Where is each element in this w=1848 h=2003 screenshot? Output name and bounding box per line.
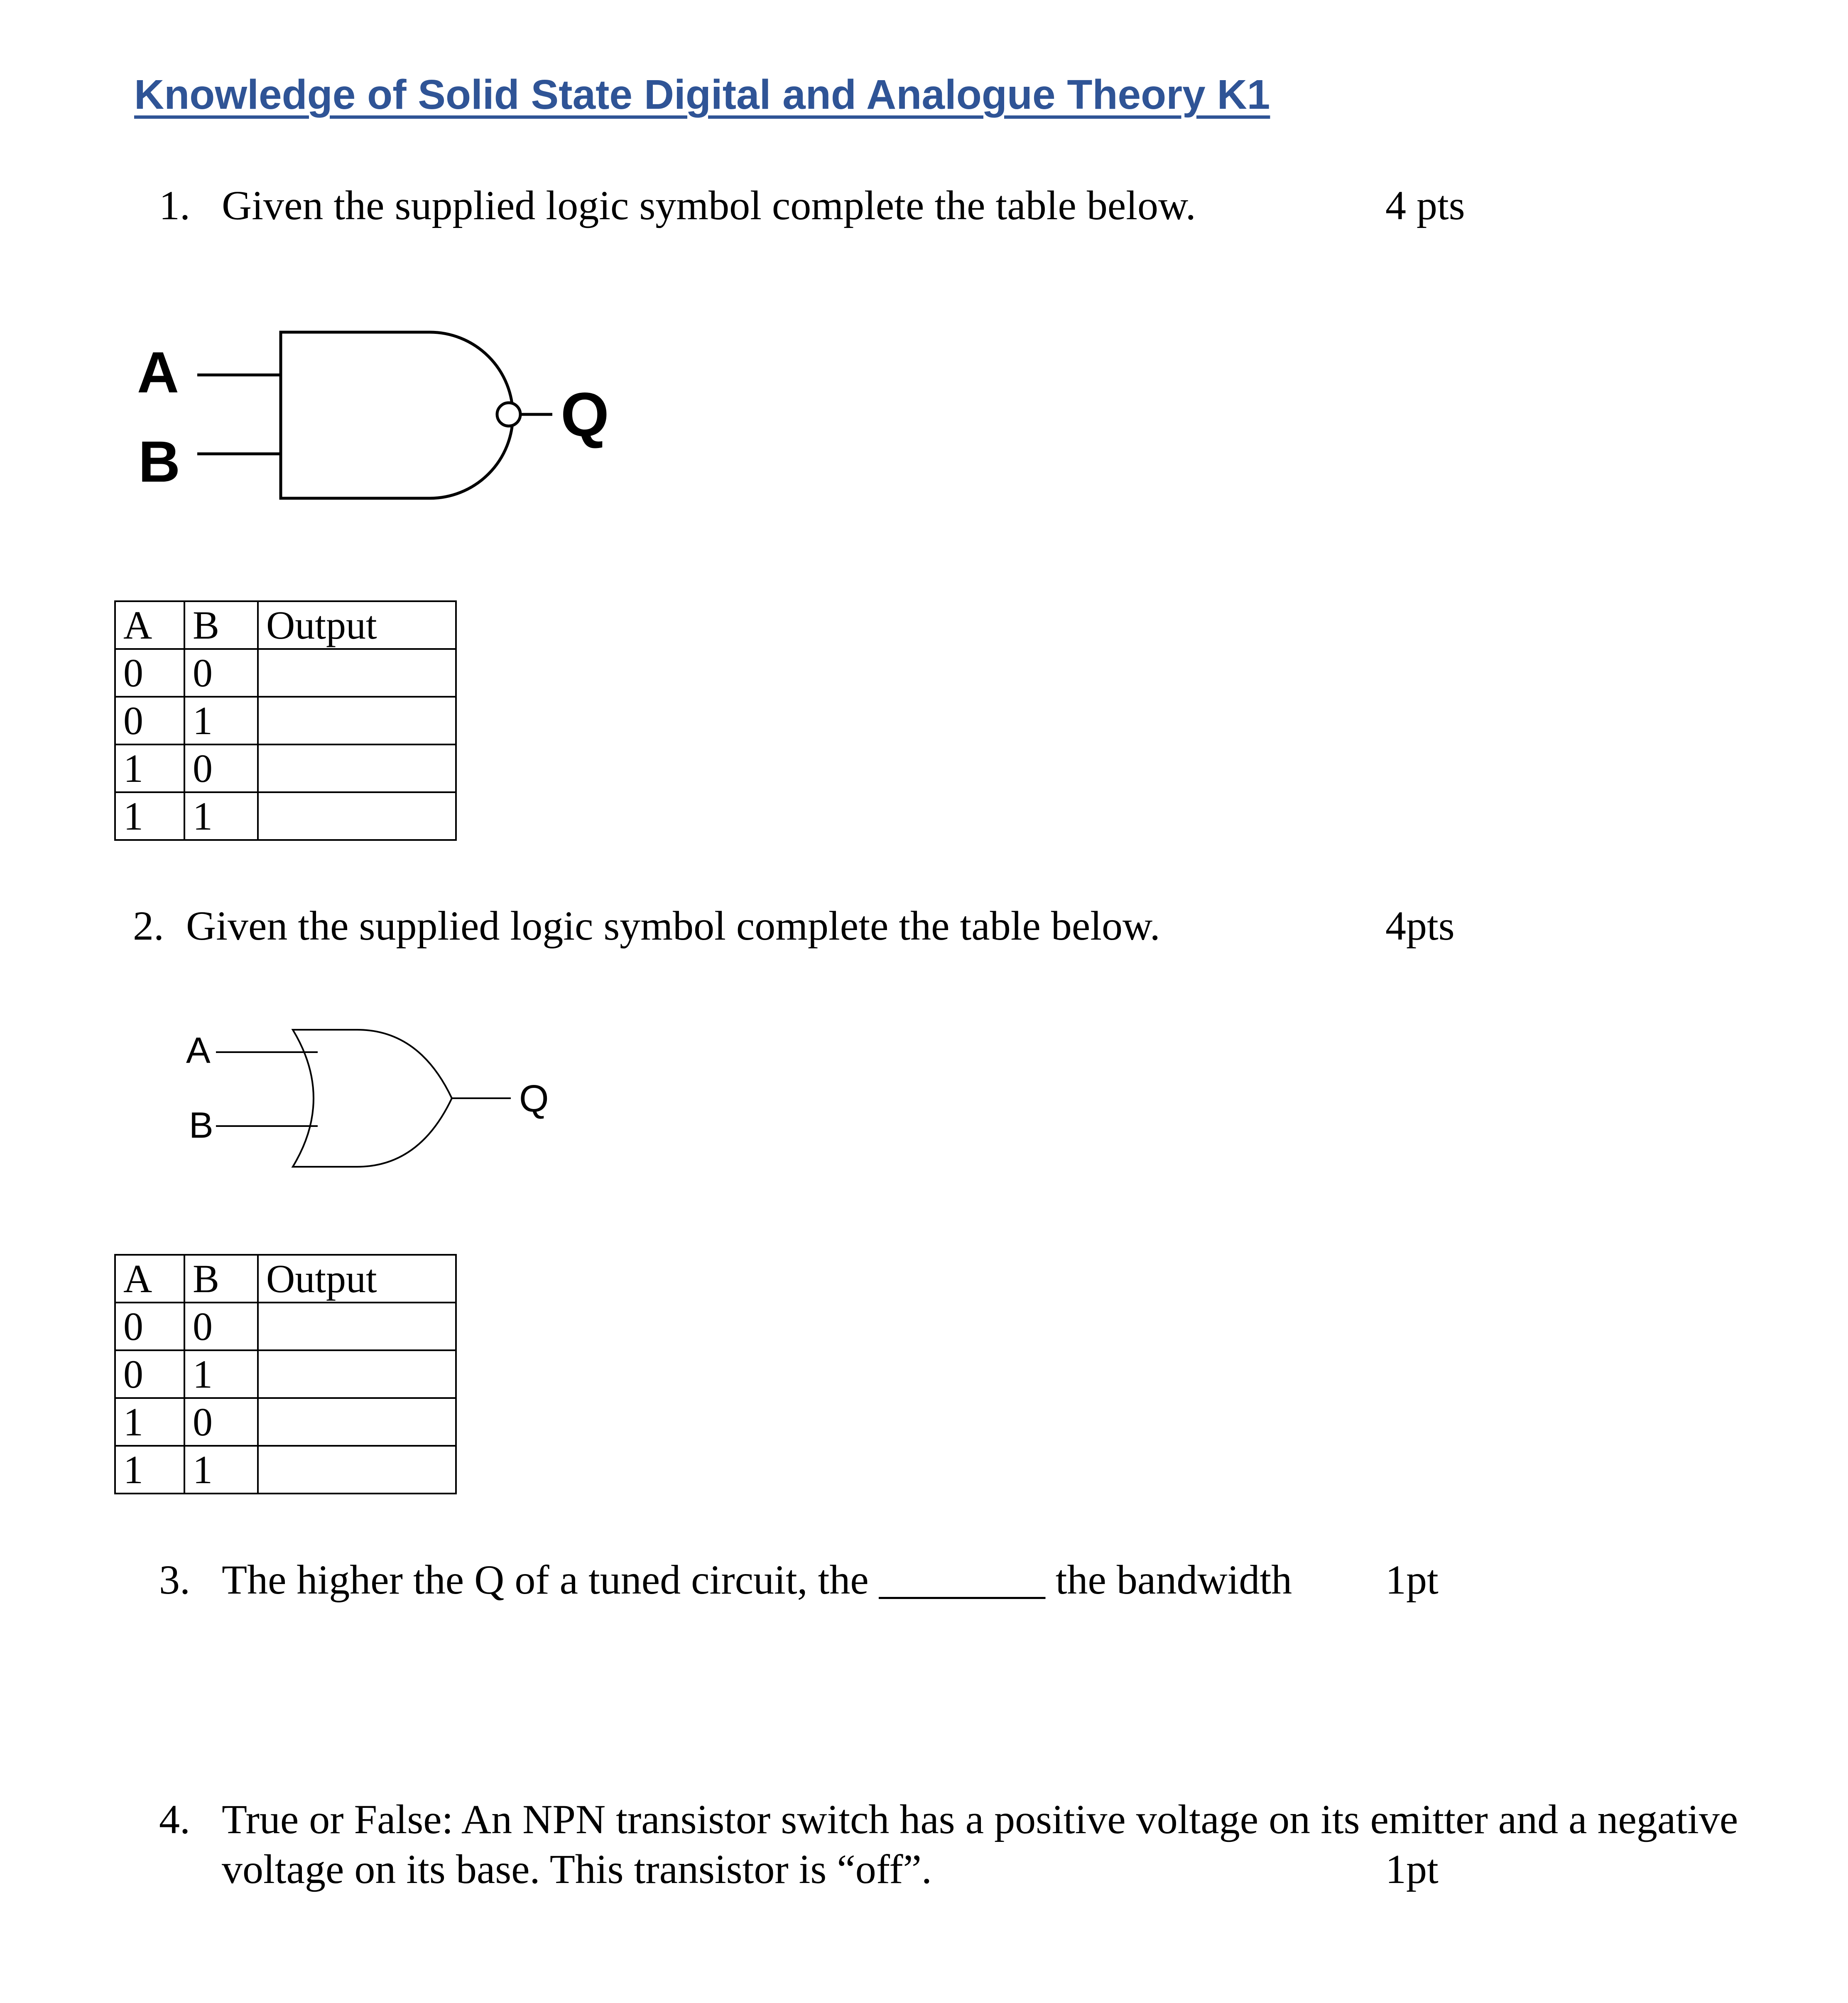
table-header-b: B: [184, 1255, 258, 1303]
truth-table-2: [114, 1254, 457, 1494]
nand-output-label: Q: [561, 380, 609, 449]
question-4-line-1: True or False: An NPN transistor switch has a positive voltage on its emitter and a negative: [222, 1796, 1738, 1842]
cell-output[interactable]: [258, 1398, 456, 1446]
cell-output[interactable]: [258, 744, 456, 792]
question-1-points: 4 pts: [1385, 182, 1465, 228]
question-4-points: 1pt: [1385, 1846, 1439, 1892]
table-row: [115, 1398, 456, 1446]
question-3-number: 3.: [159, 1557, 190, 1603]
nand-input-a-label: A: [137, 340, 179, 405]
or-gate-symbol: [174, 1013, 569, 1188]
cell-b: 1: [184, 1446, 258, 1494]
table-header-row: [115, 601, 456, 649]
question-1-number: 1.: [159, 182, 190, 228]
cell-output[interactable]: [258, 1446, 456, 1494]
cell-a: 1: [115, 1446, 184, 1494]
cell-b: 0: [184, 649, 258, 697]
cell-b: 1: [184, 1350, 258, 1398]
question-4-line-2: voltage on its base. This transistor is “off”.: [222, 1846, 932, 1892]
cell-b: 1: [184, 697, 258, 744]
question-3-points: 1pt: [1385, 1557, 1439, 1603]
truth-table-1: [114, 600, 457, 841]
question-4-number: 4.: [159, 1796, 190, 1842]
table-row: [115, 744, 456, 792]
table-header-b: B: [184, 601, 258, 649]
table-header-a: A: [115, 1255, 184, 1303]
or-output-label: Q: [519, 1077, 549, 1120]
cell-a: 1: [115, 792, 184, 840]
cell-a: 1: [115, 1398, 184, 1446]
cell-output[interactable]: [258, 1303, 456, 1350]
nand-input-b-label: B: [138, 429, 181, 494]
question-1: [159, 182, 1196, 228]
question-2: [133, 905, 1160, 947]
cell-output[interactable]: [258, 649, 456, 697]
nand-gate-body: [281, 332, 513, 498]
table-header-output: Output: [258, 601, 456, 649]
cell-a: 0: [115, 697, 184, 744]
cell-b: 0: [184, 1398, 258, 1446]
cell-b: 1: [184, 792, 258, 840]
question-4: [159, 1796, 1738, 1842]
cell-b: 0: [184, 744, 258, 792]
cell-output[interactable]: [258, 792, 456, 840]
cell-b: 0: [184, 1303, 258, 1350]
question-2-text: Given the supplied logic symbol complete the table below.: [186, 903, 1160, 949]
nand-inversion-bubble: [497, 403, 520, 426]
cell-a: 1: [115, 744, 184, 792]
cell-output[interactable]: [258, 1350, 456, 1398]
cell-a: 0: [115, 649, 184, 697]
table-row: [115, 697, 456, 744]
cell-output[interactable]: [258, 697, 456, 744]
table-header-output: Output: [258, 1255, 456, 1303]
page-title: Knowledge of Solid State Digital and Analogue Theory K1: [134, 71, 1270, 118]
table-row: [115, 1446, 456, 1494]
table-row: [115, 792, 456, 840]
table-row: [115, 1303, 456, 1350]
table-row: [115, 1350, 456, 1398]
cell-a: 0: [115, 1350, 184, 1398]
or-input-b-label: B: [189, 1104, 213, 1146]
table-header-a: A: [115, 601, 184, 649]
question-3-text: The higher the Q of a tuned circuit, the ________ the bandwidth: [222, 1557, 1292, 1603]
or-gate-body: [293, 1030, 452, 1167]
nand-gate-symbol: [125, 320, 623, 515]
question-1-text: Given the supplied logic symbol complete the table below.: [222, 182, 1196, 228]
question-2-points: 4pts: [1385, 903, 1455, 949]
table-header-row: [115, 1255, 456, 1303]
table-row: [115, 649, 456, 697]
or-input-a-label: A: [186, 1030, 211, 1071]
question-2-number: 2.: [133, 903, 164, 949]
question-3: [159, 1559, 1292, 1601]
cell-a: 0: [115, 1303, 184, 1350]
